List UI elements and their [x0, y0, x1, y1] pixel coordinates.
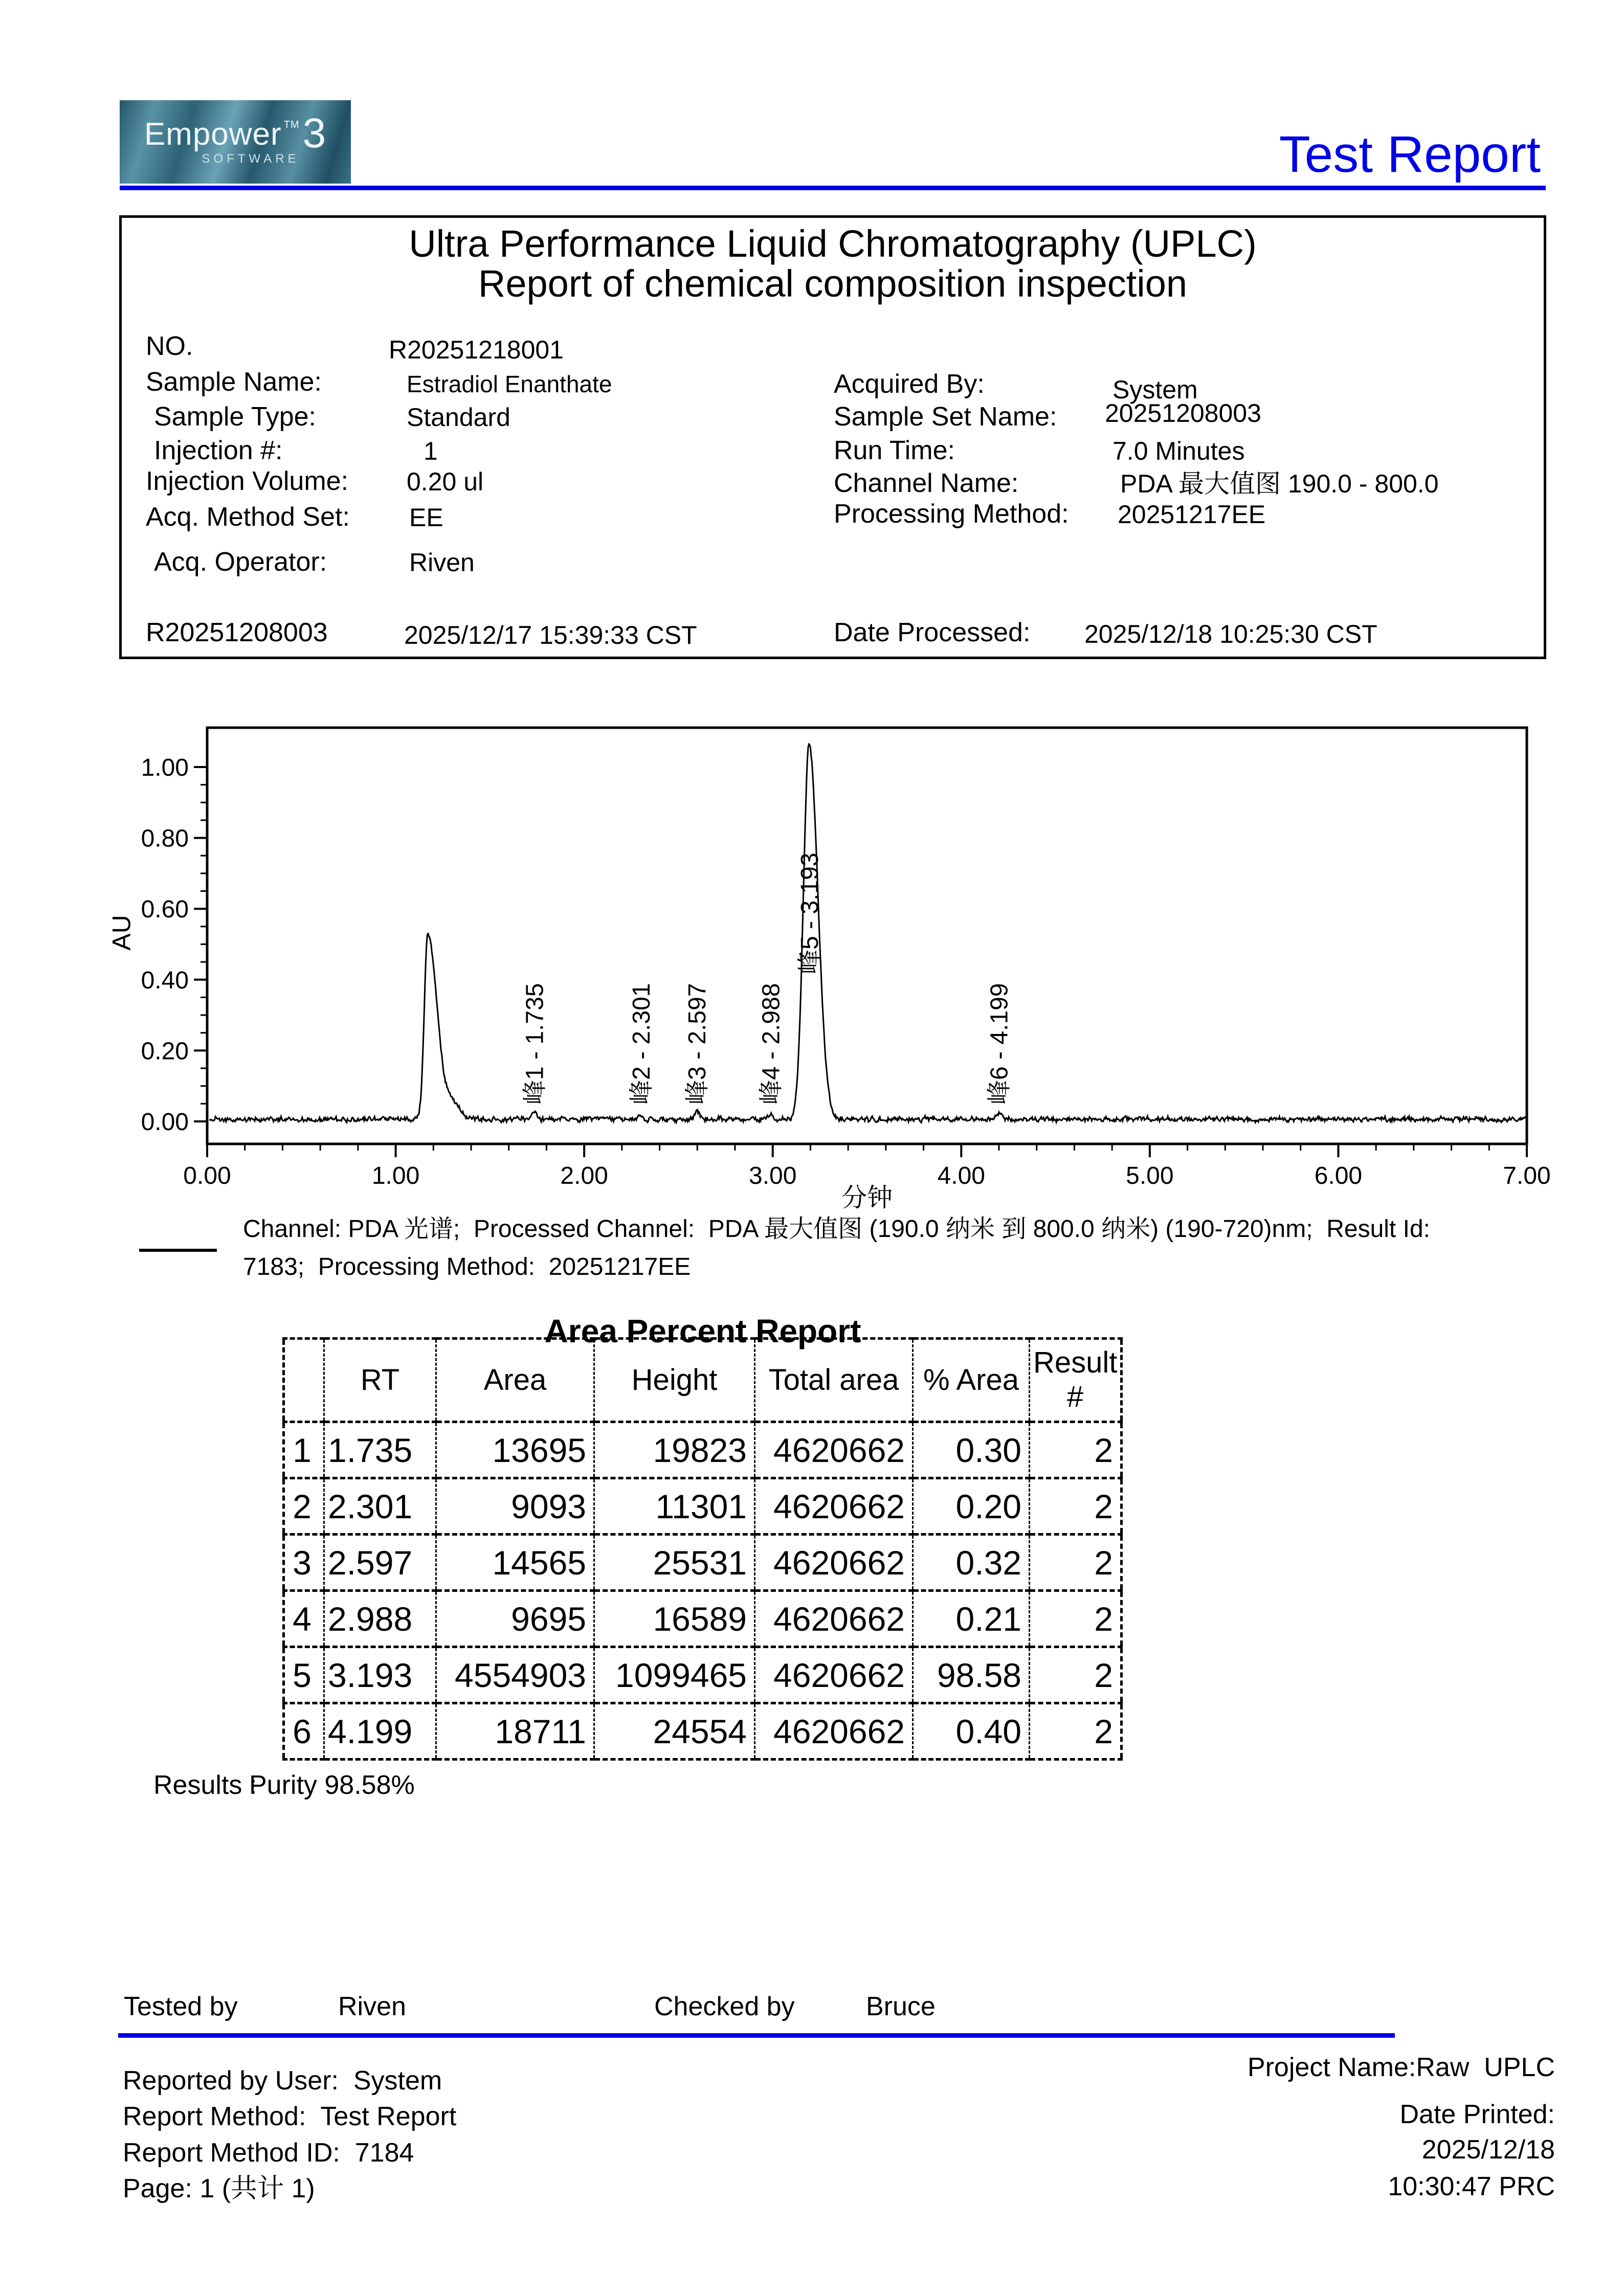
- cell-result-num: 2: [1030, 1535, 1122, 1591]
- x-axis-tick-label: 3.00: [749, 1162, 797, 1189]
- y-axis-tick-label: 0.80: [141, 825, 189, 852]
- cell-total-area: 4620662: [755, 1422, 913, 1478]
- channel-note-line1: Channel: PDA 光谱; Processed Channel: PDA 最大值图 (190.0 纳米 到 800.0 纳米) (190-720)nm; Result Id:: [243, 1215, 1430, 1243]
- cell-rt: 2.988: [324, 1591, 436, 1647]
- empower-logo-subtitle: SOFTWARE: [202, 152, 300, 166]
- field-value-no: R20251218001: [389, 335, 564, 364]
- cell-area: 13695: [436, 1422, 594, 1478]
- peak-label: 峰4 - 2.988: [758, 983, 785, 1105]
- tested-by-label: Tested by: [124, 1992, 238, 2021]
- x-axis-tick-label: 4.00: [937, 1162, 985, 1189]
- col-header-result-num: Result #: [1030, 1339, 1122, 1422]
- col-header-index: [284, 1339, 324, 1422]
- cell-height: 16589: [594, 1591, 755, 1647]
- cell-index: 6: [284, 1703, 324, 1760]
- field-value-date-processed: 2025/12/18 10:25:30 CST: [1084, 620, 1377, 648]
- y-axis-tick-label: 1.00: [141, 754, 189, 781]
- x-axis-tick-label: 6.00: [1314, 1162, 1363, 1189]
- field-value-sample-set-name: 20251208003: [1105, 399, 1261, 427]
- cell-area: 14565: [436, 1535, 594, 1591]
- peak-label: 峰1 - 1.735: [521, 983, 549, 1105]
- peak-label: 峰2 - 2.301: [628, 983, 656, 1105]
- table-row: [284, 1703, 1122, 1760]
- footer-report-method-id: Report Method ID: 7184: [123, 2138, 414, 2168]
- field-value-acq-method-set: EE: [409, 503, 443, 532]
- report-header-box: [119, 215, 1546, 659]
- y-axis-tick-label: 0.20: [141, 1038, 189, 1065]
- y-axis-tick-label: 0.40: [141, 966, 189, 994]
- cell-height: 25531: [594, 1535, 755, 1591]
- footer-reported-by: Reported by User: System: [123, 2066, 442, 2096]
- field-label-processing-method: Processing Method:: [834, 499, 1069, 529]
- col-header-rt: RT: [324, 1339, 436, 1422]
- field-label-acq-operator: Acq. Operator:: [154, 547, 327, 577]
- x-axis-tick-label: 5.00: [1126, 1162, 1174, 1189]
- field-label-sample-type: Sample Type:: [154, 402, 317, 432]
- footer-project-name: Project Name:Raw UPLC: [1247, 2053, 1555, 2082]
- field-label-sample-name: Sample Name:: [146, 367, 322, 397]
- x-axis-tick-label: 2.00: [560, 1162, 608, 1189]
- cell-result-num: 2: [1030, 1647, 1122, 1703]
- field-value-sample-type: Standard: [407, 403, 510, 432]
- page-title: Test Report: [1279, 126, 1541, 183]
- field-label-date-processed: Date Processed:: [834, 618, 1031, 647]
- cell-pct-area: 0.30: [913, 1422, 1030, 1478]
- empower-logo: [120, 100, 351, 184]
- document-title-line1: Ultra Performance Liquid Chromatography (UPLC): [409, 222, 1257, 265]
- field-label-no: NO.: [146, 331, 193, 361]
- field-label-acq-method-set: Acq. Method Set:: [146, 502, 350, 532]
- field-value-acquired-by: System: [1113, 375, 1198, 404]
- field-label-sampleset-id: R20251208003: [146, 618, 328, 647]
- chromatogram-chart: [113, 716, 1570, 1227]
- y-axis-tick-label: 0.00: [141, 1109, 189, 1136]
- cell-rt: 4.199: [324, 1703, 436, 1760]
- col-header-total-area: Total area: [755, 1339, 913, 1422]
- checked-by-value: Bruce: [866, 1992, 936, 2021]
- chromatogram-trace: [209, 744, 1525, 1122]
- cell-total-area: 4620662: [755, 1478, 913, 1535]
- y-axis-tick-label: 0.60: [141, 896, 189, 924]
- field-value-channel-name: PDA 最大值图 190.0 - 800.0: [1120, 469, 1439, 498]
- peak-label: 峰3 - 2.597: [684, 983, 711, 1105]
- field-value-injection-volume: 0.20 ul: [407, 467, 484, 496]
- field-value-processing-method: 20251217EE: [1118, 500, 1266, 529]
- cell-height: 24554: [594, 1703, 755, 1760]
- table-row: [284, 1591, 1122, 1647]
- footer-date-printed-date: 2025/12/18: [1421, 2135, 1555, 2165]
- cell-index: 1: [284, 1422, 324, 1478]
- cell-rt: 3.193: [324, 1647, 436, 1703]
- cell-rt: 2.597: [324, 1535, 436, 1591]
- field-value-acq-operator: Riven: [409, 548, 475, 577]
- cell-rt: 2.301: [324, 1478, 436, 1535]
- peak-label: 峰6 - 4.199: [986, 983, 1013, 1105]
- field-label-channel-name: Channel Name:: [834, 468, 1019, 498]
- empower-logo-brand: Empower: [144, 116, 282, 152]
- field-value-acquired-date: 2025/12/17 15:39:33 CST: [404, 621, 697, 649]
- cell-result-num: 2: [1030, 1478, 1122, 1535]
- cell-area: 9695: [436, 1591, 594, 1647]
- field-label-sample-set-name: Sample Set Name:: [834, 402, 1057, 432]
- cell-pct-area: 0.32: [913, 1535, 1030, 1591]
- cell-total-area: 4620662: [755, 1591, 913, 1647]
- cell-result-num: 2: [1030, 1422, 1122, 1478]
- field-label-injection-volume: Injection Volume:: [146, 466, 349, 496]
- empower-logo-wordmark: [144, 109, 327, 156]
- cell-total-area: 4620662: [755, 1535, 913, 1591]
- top-divider-rule: [120, 186, 1546, 190]
- cell-height: 1099465: [594, 1647, 755, 1703]
- cell-area: 4554903: [436, 1647, 594, 1703]
- field-value-injection-number: 1: [424, 437, 438, 465]
- footer-divider-rule: [118, 2033, 1395, 2038]
- y-axis-title: AU: [107, 915, 136, 951]
- cell-total-area: 4620662: [755, 1647, 913, 1703]
- col-header-area: Area: [436, 1339, 594, 1422]
- col-header-pct-area: % Area: [913, 1339, 1030, 1422]
- empower-logo-version: 3: [302, 109, 327, 156]
- col-header-height: Height: [594, 1339, 755, 1422]
- area-percent-table: [282, 1337, 1123, 1761]
- legend-line-swatch: [139, 1249, 217, 1252]
- table-header-row: [284, 1339, 1122, 1422]
- results-label: Results :: [153, 1770, 257, 1800]
- cell-pct-area: 0.21: [913, 1591, 1030, 1647]
- cell-total-area: 4620662: [755, 1703, 913, 1760]
- table-row: [284, 1535, 1122, 1591]
- cell-area: 9093: [436, 1478, 594, 1535]
- footer-date-printed-label: Date Printed:: [1399, 2100, 1555, 2129]
- footer-date-printed-time: 10:30:47 PRC: [1388, 2172, 1555, 2201]
- cell-pct-area: 0.40: [913, 1703, 1030, 1760]
- x-axis-tick-label: 1.00: [371, 1162, 420, 1189]
- plot-border: [207, 728, 1527, 1144]
- cell-index: 5: [284, 1647, 324, 1703]
- field-label-injection-number: Injection #:: [154, 436, 283, 465]
- channel-note-line2: 7183; Processing Method: 20251217EE: [243, 1253, 691, 1280]
- cell-index: 2: [284, 1478, 324, 1535]
- x-axis-tick-label: 0.00: [183, 1162, 231, 1189]
- cell-index: 4: [284, 1591, 324, 1647]
- checked-by-label: Checked by: [654, 1992, 795, 2021]
- cell-result-num: 2: [1030, 1703, 1122, 1760]
- footer-report-method: Report Method: Test Report: [123, 2102, 457, 2131]
- results-value: Purity 98.58%: [249, 1770, 415, 1800]
- trademark-symbol: TM: [283, 119, 300, 130]
- cell-height: 11301: [594, 1478, 755, 1535]
- table-row: [284, 1478, 1122, 1535]
- cell-rt: 1.735: [324, 1422, 436, 1478]
- table-row: [284, 1422, 1122, 1478]
- table-row: [284, 1647, 1122, 1703]
- field-label-acquired-by: Acquired By:: [834, 369, 985, 399]
- field-value-sample-name: Estradiol Enanthate: [407, 371, 612, 397]
- cell-area: 18711: [436, 1703, 594, 1760]
- x-axis-title: 分钟: [841, 1183, 893, 1212]
- cell-pct-area: 98.58: [913, 1647, 1030, 1703]
- peak-label: 峰5 - 3.193: [796, 852, 824, 974]
- x-axis-tick-label: 7.00: [1503, 1162, 1551, 1189]
- footer-page-number: Page: 1 (共计 1): [123, 2174, 315, 2203]
- document-title-line2: Report of chemical composition inspection: [478, 262, 1188, 305]
- field-label-run-time: Run Time:: [834, 436, 955, 465]
- cell-height: 19823: [594, 1422, 755, 1478]
- field-value-run-time: 7.0 Minutes: [1113, 437, 1245, 465]
- cell-pct-area: 0.20: [913, 1478, 1030, 1535]
- tested-by-value: Riven: [338, 1992, 406, 2021]
- cell-result-num: 2: [1030, 1591, 1122, 1647]
- cell-index: 3: [284, 1535, 324, 1591]
- area-report-title: Area Percent Report: [544, 1313, 861, 1349]
